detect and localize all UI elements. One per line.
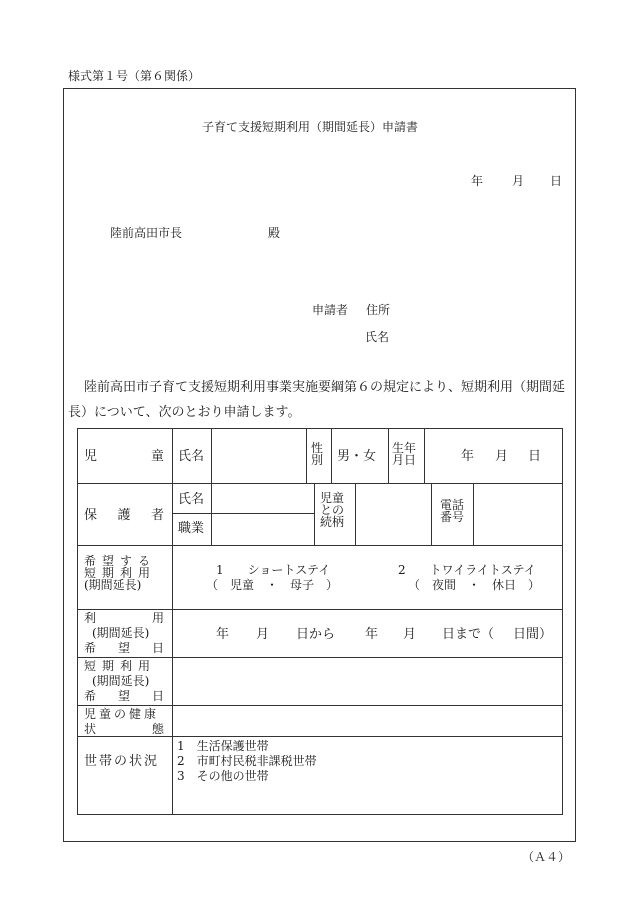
household-option-1: 1 生活保護世帯 — [177, 739, 269, 753]
applicant-address-label: 住所 — [366, 303, 391, 317]
use-period-from-day: 日から — [296, 627, 336, 642]
birth-year: 年 — [461, 449, 475, 464]
applicant-label: 申請者 — [312, 303, 349, 317]
health-label-top: 児童の健康 — [84, 707, 160, 721]
option-short-stay: 1 ショートステイ — [216, 563, 331, 577]
health-label-bot: 状 態 — [84, 722, 164, 736]
short-term-label-mid: (期間延長) — [92, 674, 150, 688]
addressee-name: 陸前高田市長 — [110, 226, 183, 240]
guardian-name-label: 氏名 — [178, 492, 205, 507]
use-period-label-mid: (期間延長) — [92, 626, 150, 640]
birth-day: 日 — [528, 449, 542, 464]
use-period-label-bot: 希 望 日 — [84, 641, 164, 655]
short-term-label-top: 短期利用 — [84, 659, 157, 673]
use-period-to-year: 年 — [365, 627, 379, 642]
birth-month: 月 — [495, 449, 509, 464]
use-period-from-month: 月 — [256, 627, 270, 642]
guardian-job-label: 職業 — [178, 521, 205, 536]
child-sex-label: 性 別 — [311, 441, 324, 467]
date-day: 日 — [550, 174, 563, 188]
use-period-label-top: 利 用 — [84, 611, 164, 625]
short-term-label-bot: 希 望 日 — [84, 689, 164, 703]
guardian-label: 保 護 者 — [84, 508, 164, 523]
date-year: 年 — [471, 174, 484, 188]
household-option-2: 2 市町村民税非課税世帯 — [177, 754, 317, 768]
statement-line-1: 陸前高田市子育て支援短期利用事業実施要綱第６の規定により、短期利用（期間延 — [84, 380, 566, 395]
child-sex-value: 男・女 — [337, 449, 377, 464]
guardian-phone-label: 電話 番号 — [440, 498, 465, 524]
desired-use-label: 希望する 短期利用 (期間延長) — [84, 554, 157, 592]
use-period-to-month: 月 — [403, 627, 417, 642]
household-option-3: 3 その他の世帯 — [177, 769, 269, 783]
child-name-label: 氏名 — [178, 449, 205, 464]
date-month: 月 — [512, 174, 525, 188]
addressee-honorific: 殿 — [268, 226, 281, 240]
form-number: 様式第１号（第６関係） — [68, 69, 201, 83]
applicant-name-label: 氏名 — [365, 330, 390, 344]
use-period-from-year: 年 — [216, 627, 230, 642]
paper-size: （Ａ４） — [522, 850, 571, 864]
form-title: 子育て支援短期利用（期間延長）申請書 — [202, 120, 419, 134]
statement-line-2: 長）について、次のとおり申請します。 — [68, 405, 301, 420]
child-label: 児 童 — [84, 449, 164, 464]
guardian-relation-label: 児童 との 続柄 — [320, 491, 345, 529]
option-twilight-stay: 2 トワイライトステイ — [398, 563, 536, 577]
child-birth-label: 生年 月日 — [392, 441, 417, 467]
option-short-stay-detail: （ 児童 ・ 母子 ） — [206, 578, 339, 592]
use-period-days: 日間） — [513, 627, 553, 642]
use-period-to-day: 日まで（ — [442, 627, 495, 642]
option-twilight-stay-detail: （ 夜間 ・ 休日 ） — [408, 578, 541, 592]
household-label: 世帯の状況 — [84, 754, 160, 769]
